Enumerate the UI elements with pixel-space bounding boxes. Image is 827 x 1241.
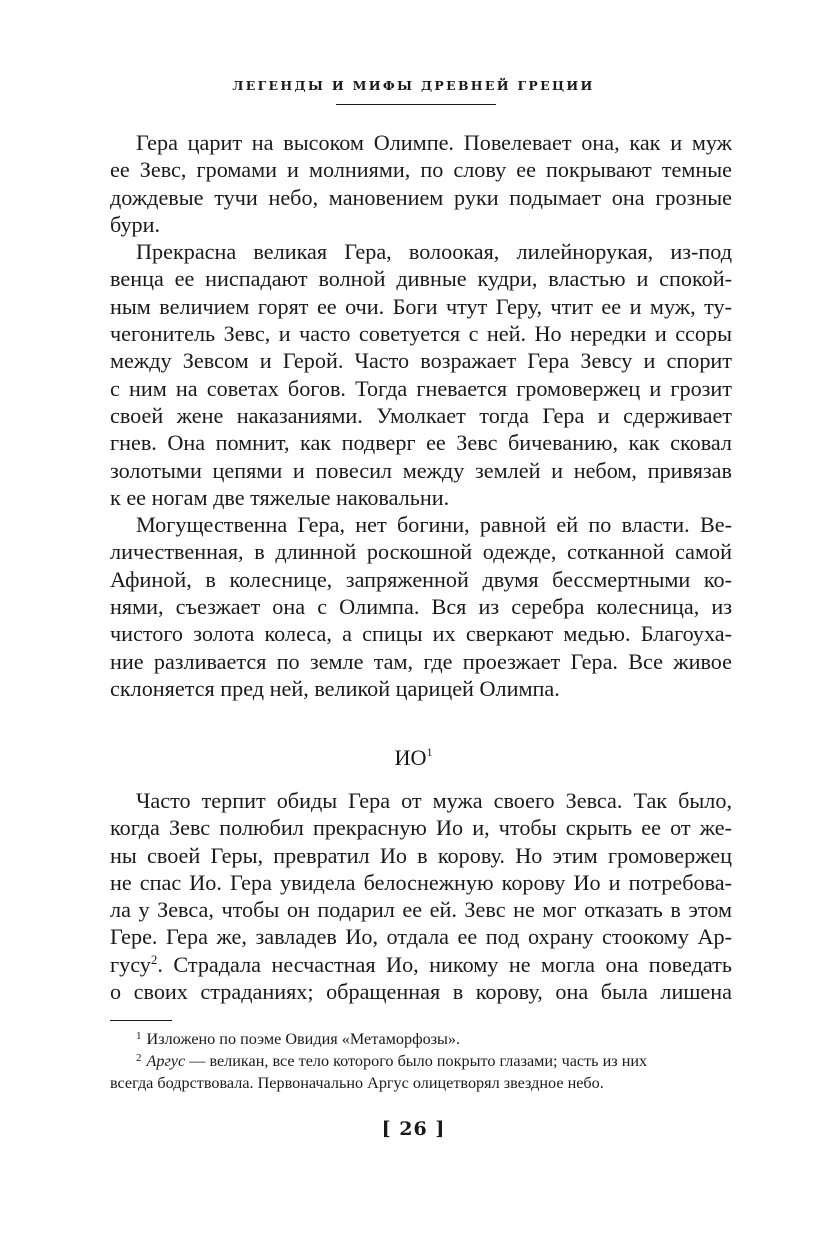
text-line: Гера царит на высоком Олимпе. Повелевает она, как и муж [136,130,732,155]
text-line: ным величием горят ее очи. Боги чтут Геру, чтит ее и муж, ту- [110,293,732,319]
footnote-2-continued: всегда бодрствовала. Первоначально Аргус олицетворял звездное небо. [110,1074,604,1092]
text-line: с ним на советах богов. Тогда гневается громовержец и грозит [110,375,732,401]
text-line: ны своей Геры, превратил Ио в корову. Но этим громовержец [110,842,732,868]
footnote-number: 1 [136,1030,142,1042]
section-title: ИО [394,745,427,770]
text-line: бури. [110,211,161,237]
footnote-2 [110,1050,732,1072]
text-line: дождевые тучи небо, мановением руки подымает она грозные [110,184,732,210]
text-line: чегонитель Зевс, и часто советуется с ней. Но нередки и ссоры [110,321,732,347]
text-fragment: гусу [110,951,151,977]
text-line: Афиной, в колеснице, запряженной двумя бессмертными ко- [110,566,732,592]
text-line: Гере. Гера же, завладев Ио, отдала ее под охрану стоокому Ар- [110,924,732,950]
text-line: ла у Зевса, чтобы он подарил ее ей. Зевс не мог отказать в этом [110,897,732,923]
footnote-1 [110,1028,732,1050]
text-line: между Зевсом и Герой. Часто возражает Гера Зевсу и спорит [110,348,732,374]
io-text [110,787,732,1005]
text-line: склоняется пред ней, великой царицей Олимпа. [110,675,560,701]
text-line: гнев. Она помнит, как подверг ее Зевс бичеванию, как сковал [110,430,732,456]
text-line: о своих страданиях; обращенная в корову, она была лишена [110,979,732,1005]
text-line: золотыми цепями и повесил между землей и небом, привязав [110,457,732,483]
footnote-text: Изложено по поэме Овидия «Метаморфозы». [146,1030,461,1048]
header-rule [336,104,496,105]
text-line: нями, съезжает она с Олимпа. Вся из серебра колесница, из [110,594,732,620]
text-line: когда Зевс полюбил прекрасную Ио и, чтобы скрыть ее от же- [110,815,732,841]
text-fragment: . Страдала несчастная Ио, никому не могла она поведать [157,951,732,977]
text-line: личественная, в длинной роскошной одежде, сотканной самой [110,539,732,565]
body-text [110,129,732,702]
footnote-ref-2: 2 [150,951,158,967]
text-line: ее Зевс, громами и молниями, по слову ее покрывают темные [110,157,732,183]
footnotes [110,1028,732,1094]
text-line: Прекрасна великая Гера, волоокая, лилейнорукая, из-под [136,239,732,265]
text-line: своей жене наказаниями. Умолкает тогда Гера и сдерживает [110,402,732,428]
text-line [110,951,732,978]
footnote-text: — великан, все тело которого было покрыто глазами; часть из них [185,1052,648,1070]
footnote-number: 2 [136,1052,142,1064]
text-line: венца ее ниспадают волной дивные кудри, властью и спокой- [110,266,732,292]
running-title: ЛЕГЕНДЫ И МИФЫ ДРЕВНЕЙ ГРЕЦИИ [232,78,595,93]
footnote-rule [110,1020,172,1021]
page-number: [ 26 ] [381,1118,446,1140]
text-line: Часто терпит обиды Гера от мужа своего Зевса. Так было, [136,788,732,813]
text-line: Могущественна Гера, нет богини, равной ей по власти. Ве- [136,512,732,538]
footnote-term: Аргус [146,1052,186,1070]
text-line: чистого золота колеса, а спицы их сверкают медью. Благоуха- [110,621,732,647]
footnote-ref-1: 1 [426,745,433,759]
section-heading [0,744,827,772]
text-line: ние разливается по земле там, где проезжает Гера. Все живое [110,648,732,674]
text-line: не спас Ио. Гера увидела белоснежную корову Ио и потребова- [110,869,732,895]
text-line: к ее ногам две тяжелые наковальни. [110,484,450,510]
